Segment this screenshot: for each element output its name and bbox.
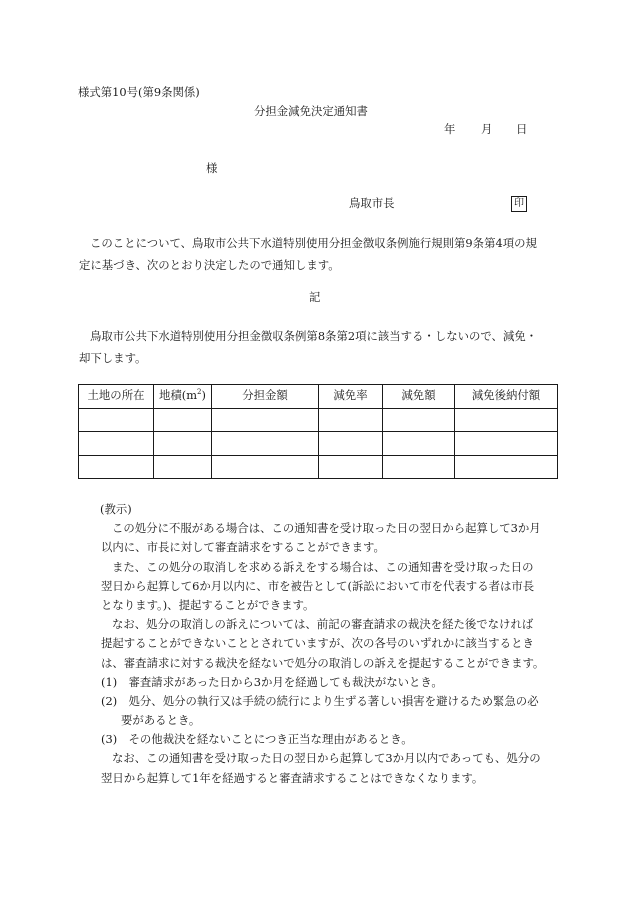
decision-line: 鳥取市公共下水道特別使用分担金徴収条例第8条第2項に該当する・しないので、減免・ (90, 329, 538, 343)
date-month-label: 月 (481, 122, 493, 136)
addressee-suffix: 様 (206, 161, 218, 175)
decision-paragraph (79, 325, 557, 369)
table-cell (383, 408, 455, 432)
date-day-label: 日 (516, 122, 528, 136)
col-header-charge-amount: 分担金額 (212, 385, 319, 409)
col-header-land-location: 土地の所在 (79, 385, 154, 409)
table-cell (212, 432, 319, 456)
intro-line: このことについて、鳥取市公共下水道特別使用分担金徴収条例施行規則第9条第4項の規 (90, 236, 537, 250)
table-cell (319, 408, 383, 432)
notice-line: 翌日から起算して6か月以内に、市を被告として(訴訟において市を代表する者は市長 (101, 578, 535, 593)
table-cell (212, 408, 319, 432)
table-cell (79, 455, 154, 479)
table-cell (383, 432, 455, 456)
date-year-label: 年 (444, 122, 456, 136)
notice-line: この処分に不服がある場合は、この通知書を受け取った日の翌日から起算して3か月 (112, 521, 541, 536)
notice-line: なお、この通知書を受け取った日の翌日から起算して3か月以内であっても、処分の (112, 751, 541, 766)
document-title: 分担金減免決定通知書 (254, 104, 368, 118)
table-cell (154, 408, 212, 432)
table-cell (154, 432, 212, 456)
notice-line: となります。)、提起することができます。 (101, 597, 315, 612)
intro-paragraph (79, 232, 557, 276)
col-header-area: 地積$(m^2)$ (154, 385, 212, 409)
table-cell (383, 455, 455, 479)
table-cell (154, 455, 212, 479)
ki-heading: 記 (309, 290, 321, 304)
table-cell (319, 455, 383, 479)
sender-name: 鳥取市長 (349, 196, 395, 210)
decision-line: 却下します。 (79, 351, 147, 365)
notice-item-2-cont: 要があるとき。 (121, 713, 201, 728)
notice-item-1: (1) 審査請求があった日から3か月を経過しても裁決がないとき。 (101, 674, 443, 689)
table-cell (212, 455, 319, 479)
col-header-reduction-amount: 減免額 (383, 385, 455, 409)
table-cell (79, 432, 154, 456)
table-cell (455, 432, 558, 456)
form-reference: 様式第10号(第9条関係) (78, 85, 200, 99)
appeal-notice (89, 500, 561, 788)
table-row (79, 432, 558, 456)
table-cell (455, 408, 558, 432)
col-header-reduction-rate: 減免率 (319, 385, 383, 409)
notice-line: なお、処分の取消しの訴えについては、前記の審査請求の裁決を経た後でなければ (112, 617, 534, 632)
notice-line: 翌日から起算して1年を経過すると審査請求することはできなくなります。 (101, 770, 484, 785)
intro-line: 定に基づき、次のとおり決定したので通知します。 (79, 258, 340, 272)
notice-item-3: (3) その他裁決を経ないことにつき正当な理由があるとき。 (101, 732, 413, 747)
table-row (79, 455, 558, 479)
notice-line: は、審査請求に対する裁決を経ないで処分の取消しの訴えを提起することができます。 (101, 655, 545, 670)
table-cell (79, 408, 154, 432)
reduction-table (78, 384, 558, 479)
notice-item-2: (2) 処分、処分の執行又は手続の続行により生ずる著しい損害を避けるため緊急の必 (101, 693, 539, 708)
table-cell (455, 455, 558, 479)
table-row (79, 408, 558, 432)
seal-mark: 印 (511, 196, 527, 212)
notice-line: 提起することができないこととされていますが、次の各号のいずれかに該当するとき (101, 636, 534, 651)
notice-line: また、この処分の取消しを求める訴えをする場合は、この通知書を受け取った日の (112, 559, 534, 574)
table-cell (319, 432, 383, 456)
table-header-row (79, 385, 558, 409)
col-header-payment-after-reduction: 減免後納付額 (455, 385, 558, 409)
notice-line: 以内に、市長に対して審査請求をすることができます。 (101, 540, 385, 555)
notice-heading: (教示) (100, 502, 132, 516)
